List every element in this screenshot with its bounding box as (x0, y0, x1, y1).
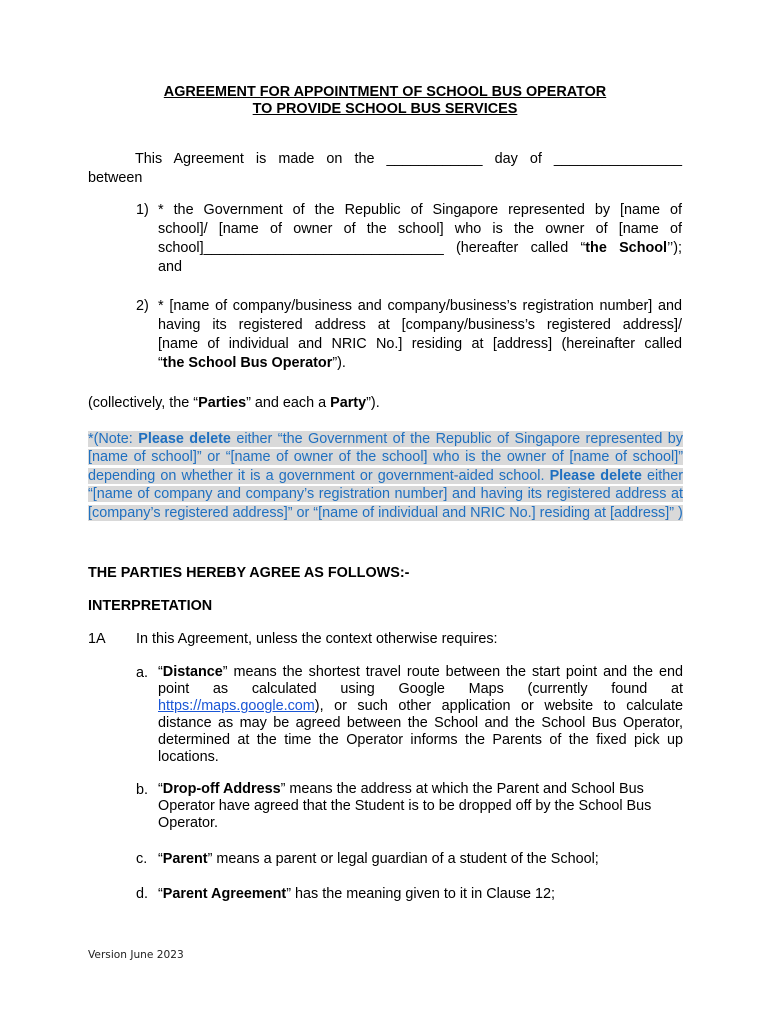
agree-heading: THE PARTIES HEREBY AGREE AS FOLLOWS:- (88, 565, 410, 581)
item-d-rest: ” has the meaning given to it in Clause 12; (286, 886, 556, 902)
item-b-rest: ” means the address at which the Parent and School Bus Operator have agreed that the Student is to be dropped off by the School Bus Operator. (158, 781, 652, 831)
item-b-label: b. (136, 782, 149, 798)
collectively-a: (collectively, the “ (88, 395, 199, 411)
party-2-line-2: having its registered address at [company/business’s registered address]/ (158, 317, 682, 333)
item-a-open-quote: “ (158, 664, 163, 680)
party-1-number: 1) (136, 202, 149, 218)
item-d-text (158, 885, 683, 904)
clause-1a-text: In this Agreement, unless the context otherwise requires: (136, 631, 498, 647)
drafting-note-body (88, 431, 683, 521)
item-c-text (158, 850, 683, 869)
term-party: Party (330, 395, 367, 411)
party-2-line-4c: ”). (332, 355, 346, 371)
party-1-line-4: and (158, 259, 183, 275)
google-maps-link[interactable]: https://maps.google.com (158, 698, 315, 714)
item-b-open-quote: “ (158, 781, 163, 797)
collectively-clause (88, 394, 688, 413)
note-please-delete-1: Please delete (138, 431, 231, 447)
intro-paragraph (88, 150, 682, 188)
item-a-text (158, 664, 683, 766)
item-a-part-1: ” means the shortest travel route between the start point and the end point as calculated using Google Maps (currently found at (158, 664, 683, 697)
party-2-defined-term: the School Bus Operator (162, 355, 333, 371)
intro-line-1: This Agreement is made on the ____________ day of ________________ (135, 151, 682, 167)
party-2-line-4a: “ (158, 355, 163, 371)
term-distance: Distance (162, 664, 223, 680)
party-1-defined-term: the School (585, 240, 668, 256)
party-2-line-4 (158, 355, 346, 371)
note-open: *(Note: (88, 431, 139, 447)
party-1-line-3a: school]______________________________ (hereafter called “ (158, 240, 586, 256)
title-line-2: TO PROVIDE SCHOOL BUS SERVICES (252, 101, 518, 117)
party-1-line-2: school]/ [name of owner of the school] who is the owner of [name of (158, 221, 682, 237)
item-a-label: a. (136, 665, 149, 681)
party-2-line-3: [name of individual and NRIC No.] residing at [address] (hereinafter called (158, 336, 682, 352)
interpretation-heading: INTERPRETATION (88, 598, 213, 614)
item-c-label: c. (136, 851, 148, 867)
term-parent: Parent (162, 851, 208, 867)
drafting-note (88, 430, 683, 522)
party-1-line-3c: ’’); (667, 240, 682, 256)
note-part-2: either “[name of company and company’s registration number] and having its registered address at [company’s registered address]” or “[name of individual and NRIC No.] residing at [address]” ) (88, 467, 684, 521)
party-1-line-3 (158, 239, 682, 258)
item-a-part-2: ), or such other application or website to calculate distance as may be agreed between the School and the School Bus Operator, determined at the time the Operator informs the Parents of the fixed pick up locations. (158, 698, 683, 765)
collectively-e: ”). (366, 395, 380, 411)
term-drop-off-address: Drop-off Address (162, 781, 281, 797)
item-d-open-quote: “ (158, 886, 163, 902)
item-c-rest: ” means a parent or legal guardian of a student of the School; (207, 851, 599, 867)
item-b-text (158, 781, 683, 832)
party-2-number: 2) (136, 298, 149, 314)
party-2-line-1: * [name of company/business and company/business’s registration number] and (158, 298, 682, 314)
term-parties: Parties (198, 395, 247, 411)
item-c-open-quote: “ (158, 851, 163, 867)
collectively-c: ” and each a (246, 395, 331, 411)
note-part-1: either “the Government of the Republic of Singapore represented by [name of school]” or “[name of owner of the school] who is the owner of [name of school]” depending on whether it is a government or government-aided school. (88, 431, 683, 484)
title-line-1: AGREEMENT FOR APPOINTMENT OF SCHOOL BUS OPERATOR (163, 84, 607, 100)
party-1-line-1: * the Government of the Republic of Singapore represented by [name of (158, 202, 682, 218)
note-please-delete-2: Please delete (549, 467, 642, 484)
item-d-label: d. (136, 886, 149, 902)
party-1-text (158, 201, 682, 277)
clause-1a-number: 1A (88, 631, 106, 647)
party-2-text (158, 297, 682, 373)
version-footer: Version June 2023 (88, 949, 184, 961)
intro-line-2: between (88, 170, 143, 186)
term-parent-agreement: Parent Agreement (162, 886, 287, 902)
